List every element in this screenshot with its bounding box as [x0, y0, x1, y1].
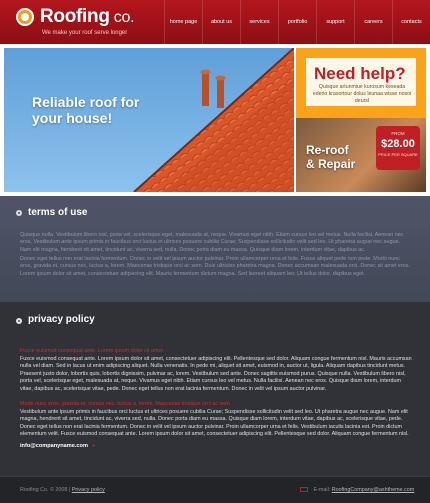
- nav-about[interactable]: about us: [202, 0, 240, 44]
- bullet-icon: [16, 210, 22, 216]
- privacy-policy-link[interactable]: Privacy policy: [71, 487, 105, 493]
- hero-title-line2: your house!: [32, 110, 113, 126]
- price-badge: [376, 126, 420, 170]
- price-note: PRICE PER SQUARE: [378, 152, 418, 157]
- terms-paragraph-2: Donec eget tellus non erat lacinia fermentum. Donec in velit vel ipsum auctor pulvinar. Proin ullamcorper urna et felis. Fusce aliquet pede non pede. Morbi nunc eros, gravida et, cursus nec, luctus a, lorem. Maecenas tristique orci ac sem. Duis ultricies pharetra magna. Donec accumsan malesuada orci. Donec sit amet eros. Lorem ipsum dolor sit amet, consectetuer adipiscing elit. Mauris fermentum dictum magna. Sed laoreet aliquam leo. Ut tellus dolor, dapibus eget.: [20, 256, 410, 277]
- main-nav: [164, 0, 430, 44]
- privacy-paragraph-2: Vestibulum ante ipsum primis in faucibus orci luctus et ultrices posuere cubilia Curae; Suspendisse sollicitudin velit sed leo. Ut pharetra augue nec augue. Nam elit magna, hendrerit sit amet, tincidunt ac, viverra sed, nulla. Donec porta diam eu massa. Quisque diam lorem, interdum vitae, dapibus ac, scelerisque vitae, pede. Donec eget tellus non erat lacinia fermentum. Donec in velit vel ipsum auctor pulvinar. Proin ullamcorper urna et felis. Vestibulum iaculis lacinia est. Proin dictum elementum velit. Fusce euismod consequat ante. Lorem ipsum dolor sit amet, consectetuer adipiscing elit. Pellentesque sed dolor. Aliquam congue fermentum nisl.: [20, 409, 409, 438]
- footer-copyright: [20, 487, 105, 493]
- tagline: We make your roof serve longer: [42, 30, 128, 36]
- nav-home[interactable]: home page: [164, 0, 202, 44]
- contact-email-link[interactable]: [20, 443, 95, 449]
- site-header: [0, 0, 430, 44]
- hero-title: [32, 94, 139, 126]
- nav-portfolio[interactable]: portfolio: [278, 0, 316, 44]
- mail-icon: [300, 487, 308, 492]
- promo-text: Quisque artunmiue kurosum keseada ederio krasortour dolus leunaa wisse nosoi deursl: [312, 84, 412, 104]
- nav-support[interactable]: support: [316, 0, 354, 44]
- privacy-paragraph-1: Fusce euismod consequat ante. Lorem ipsum dolor sit amet, consectetuer adipiscing elit. Pellentesque sed dolor. Aliquam congue fermentum nisl. Mauris accumsan nulla vel diam. Sed in lacus ut enim adipiscing aliquet. Nulla venenatis. In pede mi, aliquet sit amet, euismod in, auctor ut, ligula. Aliquam dapibus tincidunt metus. Praesent justo dolor, lobortis quis, lobortis dignissim, pulvinar ac, lorem. Vestibulum sed ante. Donec sagittis euismod purus. Quisque nulla. Vestibulum libero nisl, porta vel, scelerisque eget, malesuada at, neque. Vivamus eget nibh. Etiam cursus leo vel metus. Nulla facilisi. Aenean nec eros. Quisque diam lorem, interdum vitae, dapibus ac, scelerisque vitae, pede. Donec eget tellus non erat lacinia fermentum. Donec in velit vel ipsum auctor pulvinar.: [20, 356, 412, 392]
- footer-email-link[interactable]: RoofingCompany@ashtheme.com: [331, 487, 415, 493]
- terms-paragraph-1: Quisque nulla. Vestibulum libero nisl, porta vel, scelerisque eget, malesuada at, neque. Vivamus eget nibh. Etiam cursus leo vel metus. Nulla facilisi. Aenean nec eros. Vestibulum ante ipsum primis in faucibus orci luctus et ultrices posuere cubilia Curae; Suspendisse sollicitudin velit sed leo. Ut pharetra augue nec augue. Nam elit magna, hendrerit sit amet, tincidunt ac, viverra sed, nulla. Donec porta diam eu massa. Quisque diam lorem, interdum vitae, dapibus ac.: [20, 232, 404, 253]
- privacy-title: privacy policy: [28, 314, 95, 325]
- hero-image: [4, 48, 294, 192]
- price-label: FROM: [391, 131, 405, 136]
- terms-section: [0, 196, 430, 302]
- logo-icon[interactable]: [16, 8, 34, 26]
- footer-email-label: E-mail:: [313, 487, 331, 493]
- bullet-icon: [16, 318, 22, 324]
- reroof-line2: & Repair: [306, 157, 356, 171]
- contact-email: info@companyname.com: [20, 443, 88, 449]
- nav-careers[interactable]: careers: [354, 0, 392, 44]
- logo-suffix: co.: [109, 9, 135, 26]
- logo[interactable]: [40, 6, 134, 28]
- price-value: $28.00: [381, 138, 415, 150]
- hero-title-line1: Reliable roof for: [32, 94, 140, 110]
- reroof-line1: Re-roof: [306, 143, 349, 157]
- privacy-subheading-2: Morbi nunc eros, gravida et, cursus nec, luctus a, lorem. Maecenas tristique orci ac sem: [20, 401, 230, 407]
- copyright-text: Roofing Co. © 2008 |: [20, 487, 71, 493]
- footer-email: [300, 487, 414, 493]
- promo-panel[interactable]: [296, 48, 426, 192]
- site-footer: [0, 476, 430, 503]
- need-help-heading: Need help?: [314, 64, 406, 83]
- privacy-subheading-1: Fusce euismod consequat ante. Lorem ipsum dolor sit amet: [20, 348, 163, 354]
- banner: [0, 44, 430, 196]
- reroof-heading: [306, 143, 355, 171]
- terms-title: terms of use: [28, 207, 88, 218]
- arrow-icon: »: [91, 443, 96, 449]
- logo-name: Roofing: [40, 6, 110, 27]
- privacy-section: [0, 302, 430, 476]
- nav-services[interactable]: services: [240, 0, 278, 44]
- nav-contacts[interactable]: contacts: [392, 0, 430, 44]
